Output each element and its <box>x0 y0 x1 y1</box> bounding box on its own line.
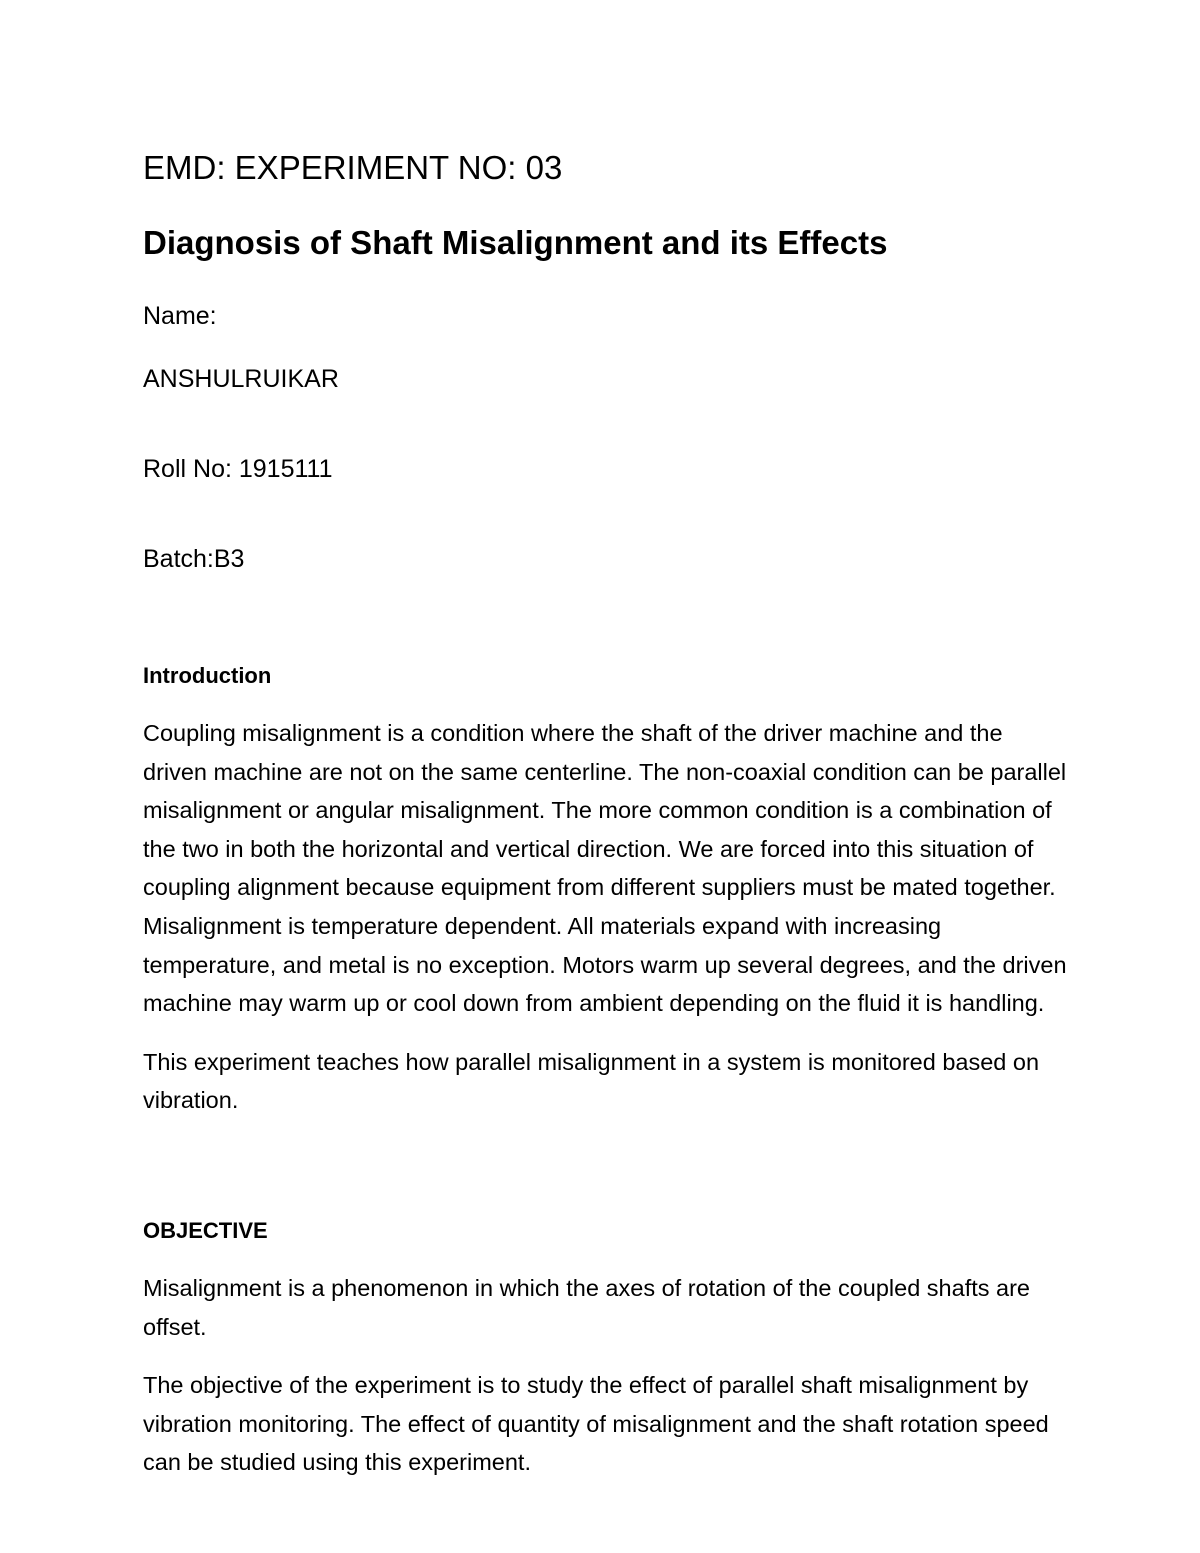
document-content <box>143 140 1073 1482</box>
name-value: ANSHULRUIKAR <box>143 365 339 393</box>
objective-paragraph: The objective of the experiment is to study the effect of parallel shaft misalignment by vibration monitoring. The effect of quantity of misalignment and the shaft rotation speed can be studied using this experiment. <box>143 1372 1049 1476</box>
objective-paragraph: Misalignment is a phenomenon in which the axes of rotation of the coupled shafts are offset. <box>143 1274 1030 1340</box>
name-label: Name: <box>143 302 217 330</box>
introduction-paragraph: This experiment teaches how parallel misalignment in a system is monitored based on vibration. <box>143 1048 1040 1114</box>
introduction-heading: Introduction <box>143 663 272 688</box>
batch: Batch:B3 <box>143 545 245 573</box>
document-title: Diagnosis of Shaft Misalignment and its Effects <box>143 224 888 261</box>
objective-heading: OBJECTIVE <box>143 1217 268 1243</box>
experiment-title: EMD: EXPERIMENT NO: 03 <box>143 149 563 186</box>
introduction-paragraph: Coupling misalignment is a condition where the shaft of the driver machine and the driven machine are not on the same centerline. The non-coaxial condition can be parallel misalignment or angular misalignment. The more common condition is a combination of the two in both the horizontal and vertical direction. We are forced into this situation of coupling alignment because equipment from different suppliers must be mated together. Misalignment is temperature dependent. All materials expand with increasing temperature, and metal is no exception. Motors warm up several degrees, and the driven machine may warm up or cool down from ambient depending on the fluid it is handling. <box>143 720 1067 1017</box>
roll-number: Roll No: 1915111 <box>143 455 333 483</box>
